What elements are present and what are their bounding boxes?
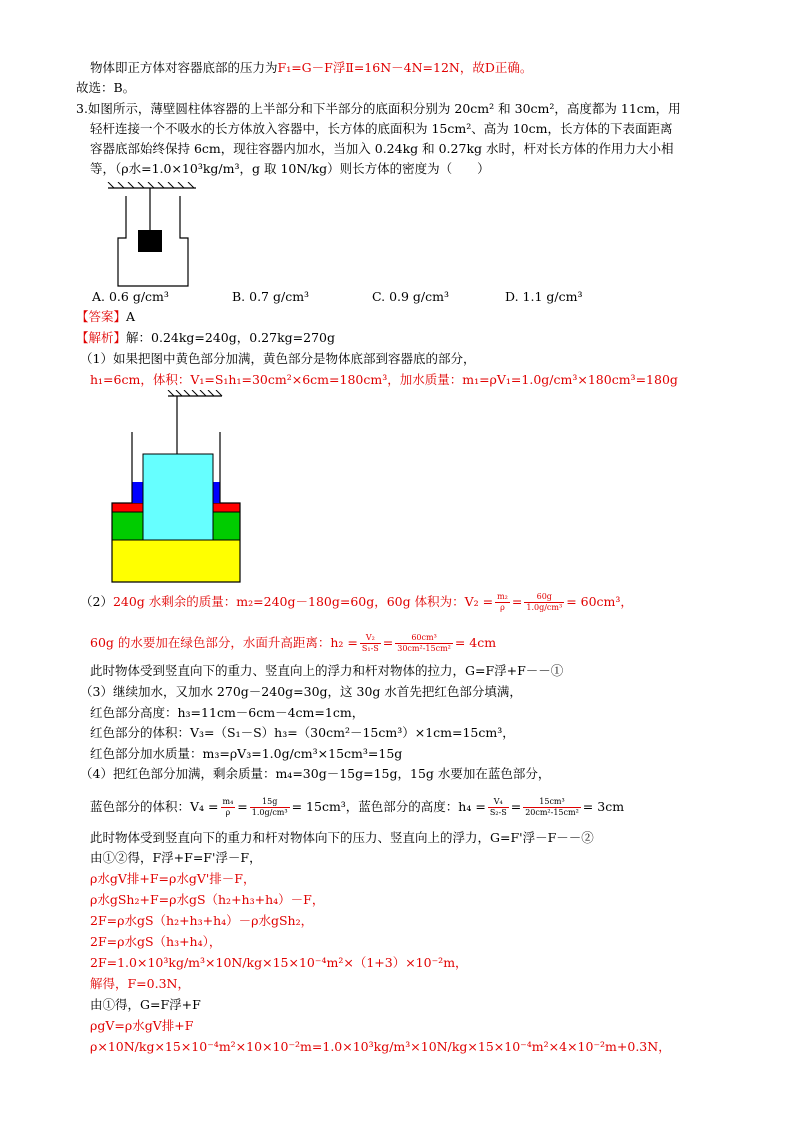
option-c[interactable]: C. 0.9 g/cm³ (372, 289, 449, 304)
eq-3: ρ水gSh₂+F=ρ水gS（h₂+h₃+h₄）－F， (90, 892, 325, 907)
analysis-line (76, 330, 335, 346)
answer-label: 【答案】 (76, 309, 127, 324)
fraction (395, 633, 453, 654)
fraction (488, 797, 509, 818)
step-3: （3）继续加水，又加水 270g－240g=30g，这 30g 水首先把红色部分填满， (80, 684, 522, 699)
numerator: 60g (524, 592, 564, 603)
fraction (221, 797, 236, 818)
step-4-forces: 此时物体受到竖直向下的重力和杆对物体向下的压力、竖直向上的浮力，G=F'浮－F－－② (90, 830, 594, 845)
step-4-volume (90, 797, 624, 818)
step-2-text (112, 592, 633, 612)
step-2-number: （2） (80, 594, 113, 609)
step-2 (80, 592, 633, 613)
step-3-c: 红色部分加水质量：m₃=ρV₃=1.0g/cm³×15cm³=15g (90, 746, 403, 761)
eq-10: ρ×10N/kg×15×10⁻⁴m²×10×10⁻²m=1.0×10³kg/m³×10N/kg×15×10⁻⁴m²×4×10⁻²m+0.3N， (90, 1039, 671, 1054)
fraction (250, 797, 290, 818)
step-4: （4）把红色部分加满，剩余质量：m₄=30g－15g=15g，15g 水要加在蓝色部分， (80, 766, 551, 781)
eq-6: 2F=1.0×10³kg/m³×10N/kg×15×10⁻⁴m²×（1+3）×10⁻²m， (90, 955, 468, 970)
numerator: m₄ (222, 797, 234, 806)
container-diagram-small (104, 182, 200, 288)
line-2: 故选：B。 (76, 80, 136, 95)
numerator: V₂ (360, 633, 381, 644)
text: 物体即正方体对容器底部的压力为 (90, 60, 278, 75)
equals: = (237, 799, 248, 814)
line-1 (90, 60, 532, 76)
equals: = (382, 635, 394, 650)
step-3-b: 红色部分的体积：V₃=（S₁－S）h₃=（30cm²－15cm³）×1cm=15cm³， (90, 725, 515, 740)
denominator: ρ (500, 603, 505, 612)
text: 60g 的水要加在绿色部分，水面升高距离：h₂ = (90, 635, 358, 650)
step-1: （1）如果把图中黄色部分加满，黄色部分是物体底部到容器底的部分， (80, 351, 476, 366)
denominator: 30cm²-15cm² (397, 644, 451, 653)
eq-4: 2F=ρ水gS（h₂+h₃+h₄）－ρ水gSh₂， (90, 913, 314, 928)
text: = 60cm³， (566, 594, 633, 609)
option-d[interactable]: D. 1.1 g/cm³ (505, 289, 583, 304)
equals: = (511, 594, 523, 609)
container-diagram-colored (108, 390, 244, 584)
numerator: 15cm³ (523, 797, 581, 808)
numerator: 60cm³ (395, 633, 453, 644)
eq-9: ρgV=ρ水gV排+F (90, 1018, 194, 1033)
denominator: S₂-S (489, 808, 507, 817)
option-b[interactable]: B. 0.7 g/cm³ (232, 289, 310, 304)
formula: F₁=G－F浮Ⅱ=16N－4N=12N，故D正确。 (277, 60, 533, 75)
question-3-line-3: 容器底部始终保持 6cm，现往容器内加水，当加入 0.24kg 和 0.27kg 水时，杆对长方体的作用力大小相 (90, 141, 674, 156)
eq-2: ρ水gV排+F=ρ水gV'排－F， (90, 871, 256, 886)
question-3-line-4: 等，（ρ水=1.0×10³kg/m³，g 取 10N/kg）则长方体的密度为（ ） (90, 161, 490, 176)
question-3-line-2: 轻杆连接一个不吸水的长方体放入容器中，长方体的底面积为 15cm²、高为 10cm，长方体的下表面距离 (90, 121, 673, 136)
numerator: 15g (250, 797, 290, 808)
analysis-label: 【解析】 (76, 330, 127, 345)
step-3-a: 红色部分高度：h₃=11cm－6cm－4cm=1cm， (90, 705, 365, 720)
step-2-forces: 此时物体受到竖直向下的重力、竖直向上的浮力和杆对物体的拉力，G=F浮+F－－① (90, 663, 564, 678)
text: 蓝色部分的体积：V₄ = (90, 799, 219, 814)
eq-8: 由①得，G=F浮+F (90, 997, 201, 1012)
question-3-line-1: 3.如图所示，薄壁圆柱体容器的上半部分和下半部分的底面积分别为 20cm² 和 30cm²，高度都为 11cm，用 (76, 101, 681, 116)
analysis-text: 解：0.24kg=240g，0.27kg=270g (126, 330, 336, 345)
numerator: V₄ (488, 797, 509, 808)
answer-value: A (126, 309, 136, 324)
fraction (495, 592, 510, 613)
options-row (92, 289, 582, 305)
denominator: 1.0g/cm³ (526, 603, 563, 612)
denominator: ρ (225, 808, 231, 817)
eq-5: 2F=ρ水gS（h₃+h₄）， (90, 934, 222, 949)
answer-line (76, 309, 135, 325)
text: = 3cm (582, 799, 625, 814)
numerator: m₂ (497, 592, 508, 601)
denominator: 1.0g/cm³ (251, 808, 288, 817)
text: 240g 水剩余的质量：m₂=240g－180g=60g，60g 体积为：V₂ = (112, 594, 494, 609)
eq-7: 解得，F=0.3N， (90, 976, 190, 991)
denominator: 20cm²-15cm² (525, 808, 579, 817)
text: = 4cm (454, 635, 497, 650)
option-a[interactable]: A. 0.6 g/cm³ (92, 289, 169, 304)
fraction (524, 592, 564, 613)
equals: = (510, 799, 522, 814)
eq-1: 由①②得，F浮+F=F'浮－F， (90, 850, 262, 865)
step-2-height (90, 633, 496, 654)
step-1-formula: h₁=6cm，体积：V₁=S₁h₁=30cm²×6cm=180cm³，加水质量：m₁=ρV₁=1.0g/cm³×180cm³=180g (90, 372, 678, 387)
fraction (523, 797, 581, 818)
text: = 15cm³，蓝色部分的高度：h₄ = (291, 799, 486, 814)
denominator: S₁-S (361, 644, 379, 653)
fraction (360, 633, 381, 654)
